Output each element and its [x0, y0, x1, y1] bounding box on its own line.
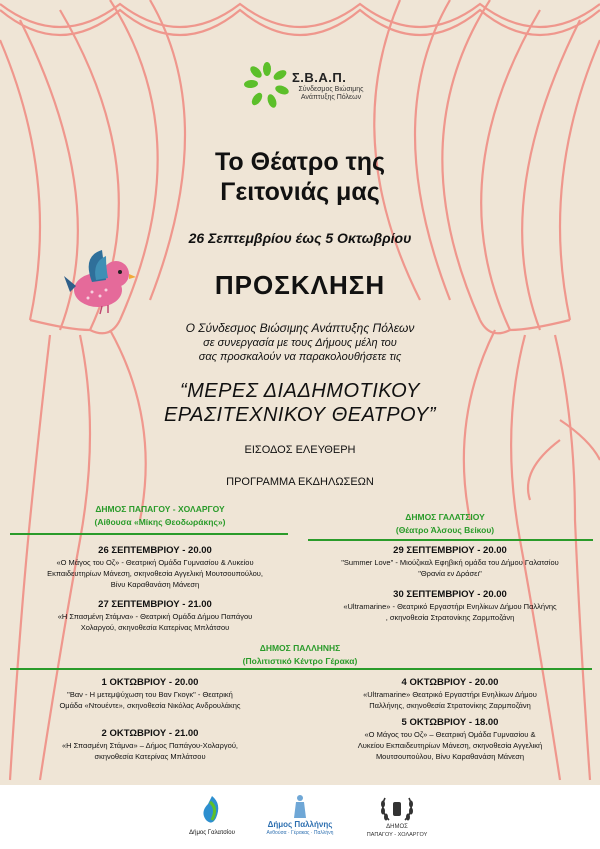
galatsi-emblem-icon — [198, 794, 226, 828]
event-line: , σκηνοθεσία Στρατονίκης Ζαρμποζάνη — [385, 613, 515, 622]
laurel-wreath-icon — [377, 794, 417, 824]
municipality-papagou: ΔΗΜΟΣ ΠΑΠΑΓΟΥ - ΧΟΛΑΡΓΟΥ — [95, 504, 225, 514]
logo-subtitle: Σύνδεσμος Βιώσιμης Ανάπτυξης Πόλεων — [298, 86, 364, 101]
leaf-wreath-icon — [244, 62, 290, 108]
event-papagou-1 — [10, 544, 300, 590]
event-pallini-2 — [5, 727, 295, 762]
event-line: «Ο Μάγος του Οζ» – Θεατρική Ομάδα Γυμνασίου & — [364, 730, 536, 739]
event-line: «Η Σπασμένη Στάμνα» - Θεατρική Ομάδα Δήμου Παπάγου — [57, 612, 253, 621]
venue-pallini: (Πολιτιστικό Κέντρο Γέρακα) — [242, 656, 358, 666]
event-line: σκηνοθεσία Κατερίνας Μπλάτσου — [94, 752, 206, 761]
venue-papagou: (Αίθουσα «Μίκης Θεοδωράκης») — [94, 517, 226, 527]
organization-logo — [244, 62, 374, 112]
event-line: "Summer Love" - Μιούζικαλ Εφηβική ομάδα του Δήμου Γαλατσίου — [341, 558, 559, 567]
poster-title-line1: Το Θέατρο της — [215, 148, 385, 176]
event-line: «Ο Μάγος του Οζ» - Θεατρική Ομάδα Γυμνασίου & Λυκείου — [56, 558, 254, 567]
galatsi-logo — [182, 794, 242, 842]
logo-acronym: Σ.Β.Α.Π. — [292, 70, 347, 85]
divider-pallini — [10, 668, 592, 670]
divider-right — [308, 539, 593, 541]
municipality-galatsi: ΔΗΜΟΣ ΓΑΛΑΤΣΙΟΥ — [405, 512, 485, 522]
event-galatsi-2 — [305, 588, 595, 623]
event-date: 5 ΟΚΤΩΒΡΙΟΥ - 18.00 — [401, 717, 499, 728]
event-galatsi-1 — [305, 544, 595, 579]
pallini-logo-sub: Ανθούσα · Γέρακας · Παλλήνη — [266, 830, 334, 836]
program-heading: ΠΡΟΓΡΑΜΜΑ ΕΚΔΗΛΩΣΕΩΝ — [226, 476, 374, 488]
intro-line1: Ο Σύνδεσμος Βιώσιμης Ανάπτυξης Πόλεων — [185, 321, 415, 335]
event-date: 2 ΟΚΤΩΒΡΙΟΥ - 21.00 — [101, 728, 199, 739]
event-line: Μουτσουπούλου, Βίνυ Καραθανάση Μάνεση — [375, 752, 525, 761]
event-line: Ομάδα «Ντουέντε», σκηνοθεσία Νικόλας Ανδρουλάκης — [59, 701, 241, 710]
event-line: "Βαν - Η μετεμψύχωση του Βαν Γκογκ" - Θεατρική — [67, 690, 233, 699]
event-papagou-2 — [10, 598, 300, 633]
event-line: «Η Σπασμένη Στάμνα» – Δήμος Παπάγου-Χολαργού, — [61, 741, 239, 750]
event-line: Χολαργού, σκηνοθεσία Κατερίνας Μπλάτσου — [80, 623, 230, 632]
event-date: 4 ΟΚΤΩΒΡΙΟΥ - 20.00 — [401, 677, 499, 688]
pallini-logo — [255, 794, 345, 842]
event-pallini-3 — [305, 676, 595, 711]
event-date: 29 ΣΕΠΤΕΜΒΡΙΟΥ - 20.00 — [393, 545, 507, 556]
galatsi-logo-text: Δήμος Γαλατσίου — [189, 830, 235, 836]
event-date: 26 ΣΕΠΤΕΜΒΡΙΟΥ - 20.00 — [98, 545, 212, 556]
event-title-line2: ΕΡΑΣΙΤΕΧΝΙΚΟΥ ΘΕΑΤΡΟΥ” — [163, 404, 437, 426]
date-range: 26 Σεπτεμβρίου έως 5 Οκτωβρίου — [188, 230, 412, 246]
poster-title-line2: Γειτονιάς μας — [220, 178, 380, 206]
venue-galatsi: (Θέατρο Άλσους Βείκου) — [395, 525, 495, 535]
event-line: Λυκείου Εκπαιδευτηρίων Μάνεση, σκηνοθεσία Αγγελική — [357, 741, 543, 750]
event-pallini-1 — [5, 676, 295, 711]
municipality-pallini: ΔΗΜΟΣ ΠΑΛΛΗΝΗΣ — [259, 643, 341, 653]
event-date: 1 ΟΚΤΩΒΡΙΟΥ - 20.00 — [101, 677, 199, 688]
event-pallini-4 — [305, 716, 595, 762]
event-line: «Ultramarine» Θεατρικό Εργαστήρι Ενηλίκων Δήμου — [363, 690, 537, 699]
statue-icon — [291, 794, 309, 820]
invitation-heading: ΠΡΟΣΚΛΗΣΗ — [214, 270, 386, 300]
event-line: Εκπαιδευτηρίων Μάνεση, σκηνοθεσία Αγγελική Μουτσουπούλου, — [47, 569, 263, 578]
intro-line3: σας προσκαλούν να παρακολουθήσετε τις — [198, 351, 402, 363]
free-entry-note: ΕΙΣΟΔΟΣ ΕΛΕΥΘΕΡΗ — [244, 444, 356, 456]
papagou-logo — [362, 794, 432, 842]
event-line: Παλλήνης, σκηνοθεσία Στρατονίκης Ζαρμποζάνη — [369, 701, 531, 710]
papagou-logo-line1: ΔΗΜΟΣ — [386, 824, 408, 830]
event-date: 30 ΣΕΠΤΕΜΒΡΙΟΥ - 20.00 — [393, 589, 507, 600]
divider-left — [10, 533, 288, 535]
event-date: 27 ΣΕΠΤΕΜΒΡΙΟΥ - 21.00 — [98, 599, 212, 610]
papagou-logo-line2: ΠΑΠΑΓΟΥ - ΧΟΛΑΡΓΟΥ — [366, 832, 428, 838]
event-line: Βίνυ Καραθανάση Μάνεση — [110, 580, 200, 589]
intro-line2: σε συνεργασία με τους Δήμους μέλη του — [203, 337, 397, 349]
event-title-line1: “ΜΕΡΕΣ ΔΙΑΔΗΜΟΤΙΚΟΥ — [179, 380, 420, 402]
event-line: «Ultramarine» - Θεατρικό Εργαστήρι Ενηλίκων Δήμου Παλλήνης — [343, 602, 557, 611]
event-line: "Θρανία εν Δράσει" — [418, 569, 482, 578]
pallini-logo-name: Δήμος Παλλήνης — [267, 820, 333, 829]
